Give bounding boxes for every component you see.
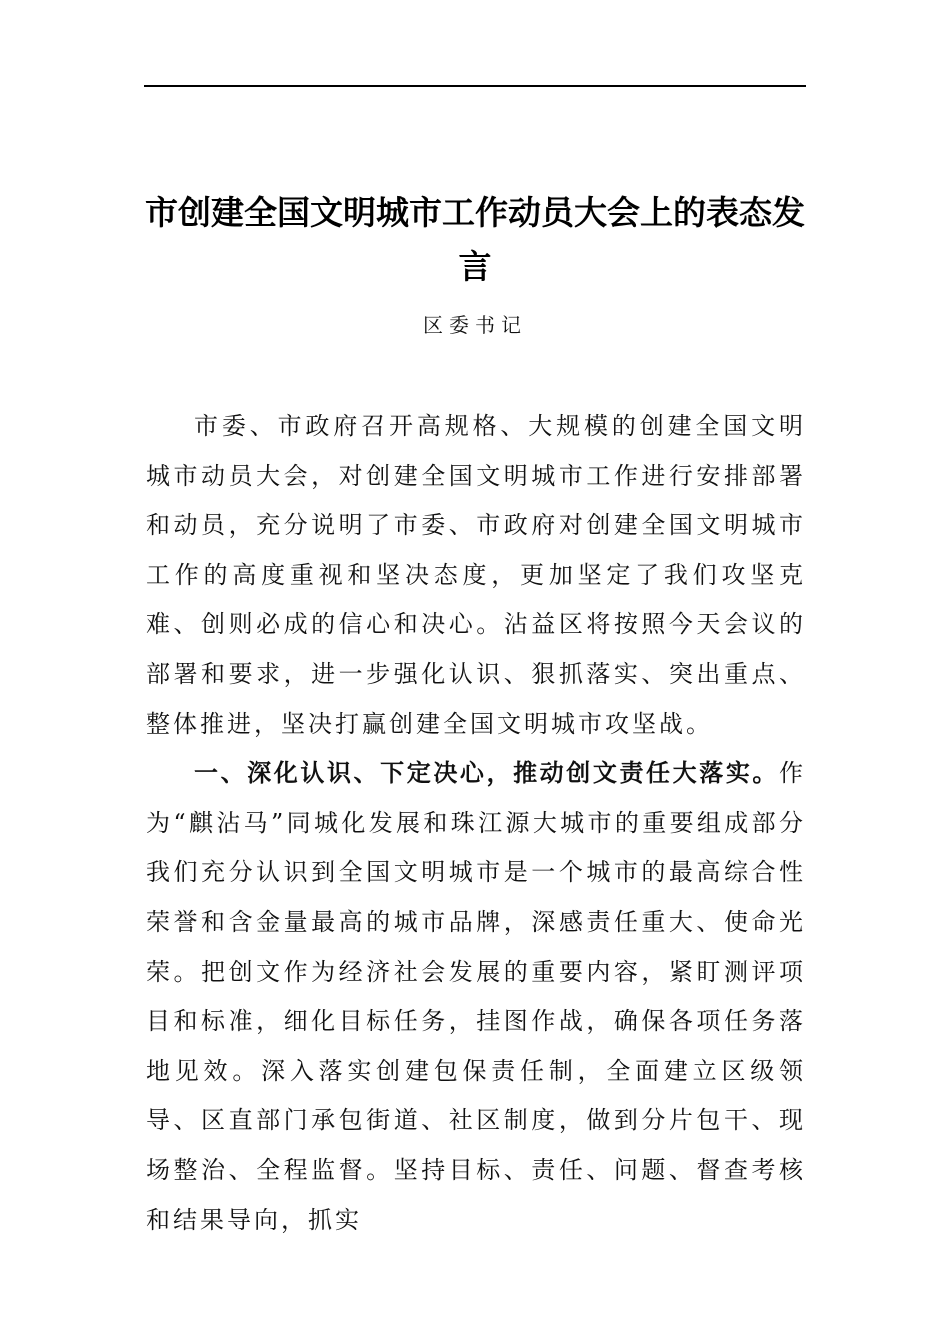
paragraph-section-1 (146, 749, 806, 1245)
document-body (146, 402, 806, 1245)
header-rule (144, 85, 806, 87)
paragraph-text: 市委、市政府召开高规格、大规模的创建全国文明城市动员大会，对创建全国文明城市工作进行安排部署和动员，充分说明了市委、市政府对创建全国文明城市工作的高度重视和坚决态度，更加坚定了我们攻坚克难、创则必成的信心和决心。沾益区将按照今天会议的部署和要求，进一步强化认识、狠抓落实、突出重点、整体推进，坚决打赢创建全国文明城市攻坚战。 (146, 412, 806, 738)
paragraph-text: 作为“麒沾马”同城化发展和珠江源大城市的重要组成部分我们充分认识到全国文明城市是一个城市的最高综合性荣誉和含金量最高的城市品牌，深感责任重大、使命光荣。把创文作为经济社会发展的重要内容，紧盯测评项目和标准，细化目标任务，挂图作战，确保各项任务落地见效。深入落实创建包保责任制，全面建立区级领导、区直部门承包街道、社区制度，做到分片包干、现场整治、全程监督。坚持目标、责任、问题、督查考核和结果导向，抓实 (146, 759, 806, 1234)
paragraph-intro (146, 402, 806, 749)
document-title: 市创建全国文明城市工作动员大会上的表态发言 (145, 193, 805, 286)
section-heading: 一、深化认识、下定决心，推动创文责任大落实。 (194, 759, 779, 788)
author-line: 区委书记 (423, 313, 527, 337)
